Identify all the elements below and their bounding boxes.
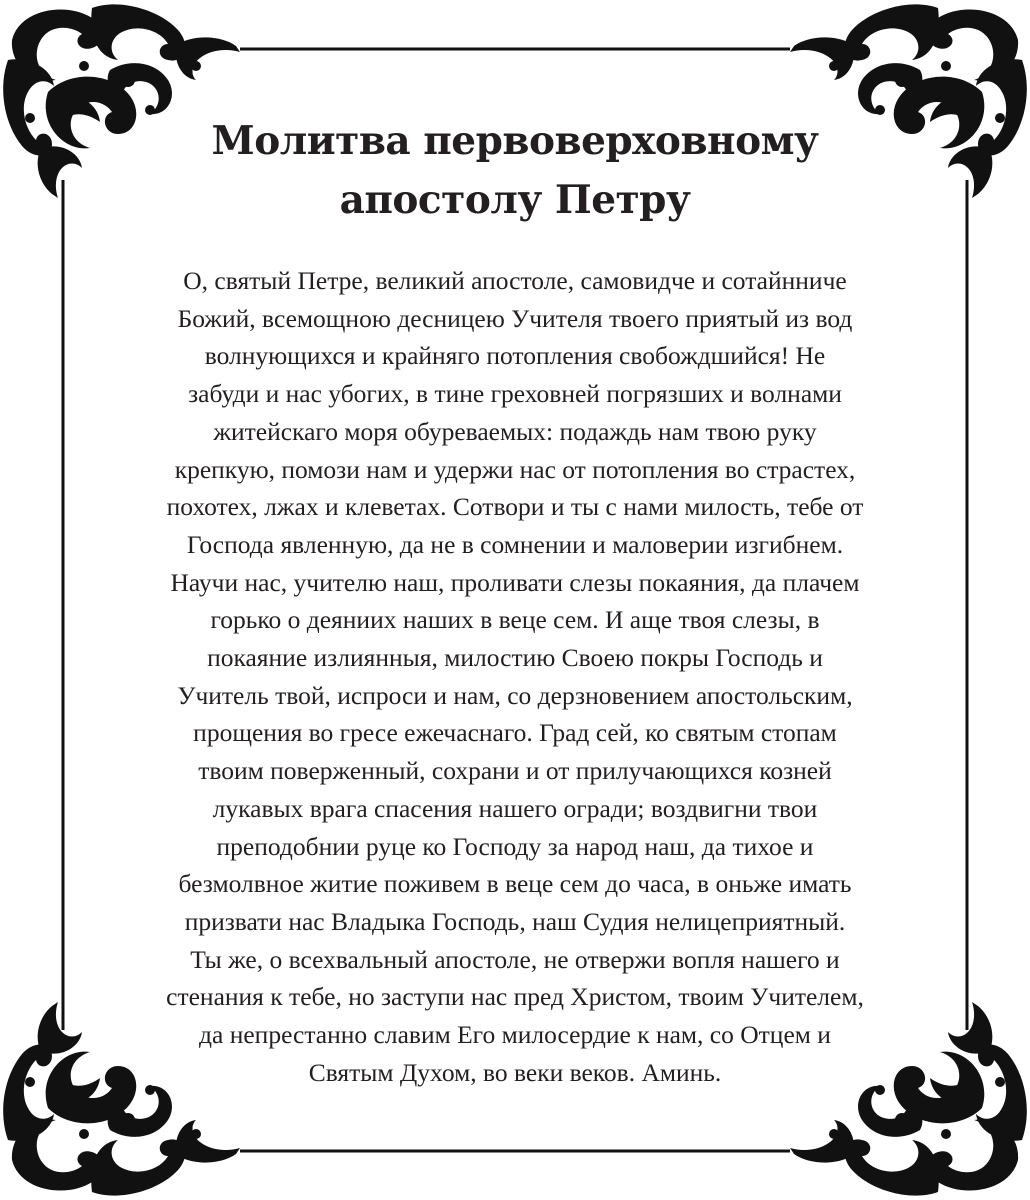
prayer-line: волнующихся и крайняго потопления свобождшийся! Не: [204, 341, 826, 371]
prayer-line: безмолвное житие поживем в веце сем до часа, в оньже имать: [178, 869, 852, 899]
prayer-line: покаяние излиянныя, милостию Своею покры Господь и: [207, 643, 823, 673]
prayer-line: О, святый Петре, великий апостоле, самовидче и сотайнниче: [183, 266, 847, 295]
prayer-line: лукавых врага спасения нашего огради; воздвигни твои: [212, 793, 818, 823]
prayer-line: призвати нас Владыка Господь, наш Судия нелицеприятный.: [184, 906, 846, 936]
prayer-line: прощения во гресе ежечаснаго. Град сей, ко святым стопам: [193, 718, 837, 748]
prayer-line: Ты же, о всехвальный апостоле, не отвержи вопля нашего и: [190, 944, 840, 974]
prayer-line: Господа явленную, да не в сомнении и маловерии изгибнем.: [186, 529, 844, 559]
title-line: Молитва первоверховному: [211, 118, 819, 164]
prayer-line: Божий, всемощною десницею Учителя твоего приятый из вод: [177, 303, 853, 333]
prayer-line: Научи нас, учителю наш, проливати слезы покаяния, да плачем: [170, 567, 860, 597]
prayer-text: [95, 262, 935, 1091]
prayer-line: горько о деяниих наших в веце сем. И аще твоя слезы, в: [210, 605, 820, 635]
prayer-line: похотех, лжах и клеветах. Сотвори и ты с нами милость, тебе от: [166, 492, 864, 522]
prayer-line: да непрестанно славим Его милосердие к нам, со Отцем и: [199, 1020, 831, 1050]
prayer-line: Святым Духом, во веки веков. Аминь.: [308, 1057, 722, 1087]
title-line: апостолу Петру: [339, 177, 691, 223]
prayer-line: крепкую, помози нам и удержи нас от потопления во страстех,: [174, 454, 856, 484]
prayer-line: твоим поверженный, сохрани и от прилучающихся козней: [198, 756, 832, 786]
prayer-line: Учитель твой, испроси и нам, со дерзновением апостольским,: [177, 680, 853, 710]
prayer-line: забуди и нас убогих, в тине греховней погрязших и волнами: [188, 379, 842, 409]
prayer-line: стенания к тебе, но заступи нас пред Христом, твоим Учителем,: [166, 982, 864, 1012]
prayer-line: житейскаго моря обуреваемых: подаждь нам твою руку: [213, 416, 817, 446]
page-title: [115, 112, 915, 230]
prayer-line: преподобнии руце ко Господу за народ наш, да тихое и: [216, 831, 814, 861]
